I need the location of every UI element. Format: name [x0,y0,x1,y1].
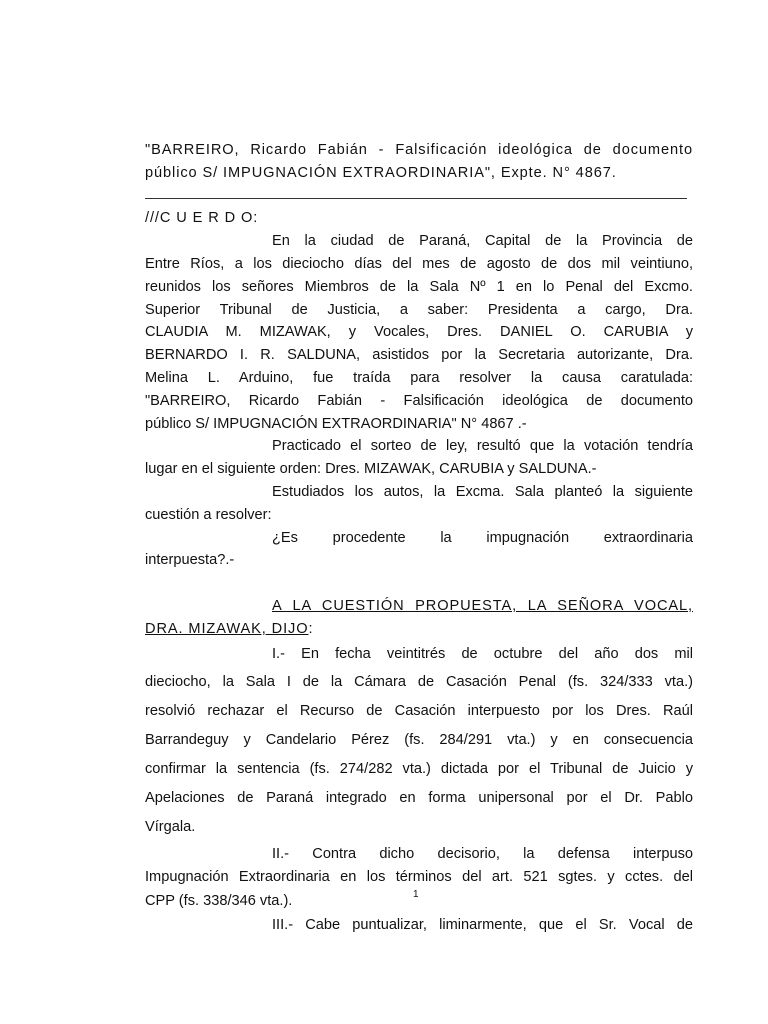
intro-line-9: público S/ IMPUGNACIÓN EXTRAORDINARIA" N° 4867 .- [145,415,527,432]
question-line-2: interpuesta?.- [145,552,235,569]
para1-line-5: confirmar la sentencia (fs. 274/282 vta.) dictada por el Tribunal de Juicio y [145,760,693,777]
section-heading-colon: : [308,620,314,637]
acuerdo-label: ///C U E R D O: [145,210,259,227]
estudiados-line-1: Estudiados los autos, la Excma. Sala planteó la siguiente [272,483,693,500]
document-page [145,139,693,937]
blank-line [145,572,693,595]
sorteo-line-1: Practicado el sorteo de ley, resultó que la votación tendría [272,438,693,455]
section-heading-line-1 [145,595,693,618]
intro-line-2: Entre Ríos, a los dieciocho días del mes de agosto de dos mil veintiuno, [145,255,693,272]
para2-line-3: CPP (fs. 338/346 vta.). [145,892,293,909]
question-line-1: ¿Es procedente la impugnación extraordinaria [272,529,693,546]
section-heading-text-2: DRA. MIZAWAK, DIJO [145,620,309,637]
para1-line-7: Vírgala. [145,818,196,835]
opinion-body [145,641,693,937]
intro-line-5: CLAUDIA M. MIZAWAK, y Vocales, Dres. DANIEL O. CARUBIA y [145,324,693,341]
para1-line-4: Barrandeguy y Candelario Pérez (fs. 284/291 vta.) y en consecuencia [145,731,693,748]
intro-line-7: Melina L. Arduino, fue traída para resolver la causa caratulada: [145,369,693,386]
estudiados-line-2: cuestión a resolver: [145,506,272,523]
intro-line-1: En la ciudad de Paraná, Capital de la Provincia de [272,233,693,250]
section-heading-text-1: A LA CUESTIÓN PROPUESTA, LA SEÑORA VOCAL, [272,597,693,614]
page-number: 1 [413,889,419,900]
para3-line-1: III.- Cabe puntualizar, liminarmente, que el Sr. Vocal de [272,916,693,933]
section-heading-line-2 [145,618,693,641]
intro-line-8: "BARREIRO, Ricardo Fabián - Falsificación ideológica de documento [145,392,693,409]
para1-line-3: resolvió rechazar el Recurso de Casación interpuesto por los Dres. Raúl [145,702,693,719]
case-title-line-1: "BARREIRO, Ricardo Fabián - Falsificación ideológica de documento [145,142,693,158]
intro-line-6: BERNARDO I. R. SALDUNA, asistidos por la Secretaria autorizante, Dra. [145,347,693,364]
para2-line-2: Impugnación Extraordinaria en los términos del art. 521 sgtes. y cctes. del [145,868,693,885]
para1-line-2: dieciocho, la Sala I de la Cámara de Casación Penal (fs. 324/333 vta.) [145,673,693,690]
para1-line-6: Apelaciones de Paraná integrado en forma unipersonal por el Dr. Pablo [145,789,693,806]
intro-line-4: Superior Tribunal de Justicia, a saber: Presidenta a cargo, Dra. [145,301,693,318]
intro-line-3: reunidos los señores Miembros de la Sala Nº 1 en lo Penal del Excmo. [145,278,693,295]
case-title-line-2: público S/ IMPUGNACIÓN EXTRAORDINARIA", Expte. N° 4867. [145,164,617,181]
separator-line [145,185,693,208]
sorteo-line-2: lugar en el siguiente orden: Dres. MIZAWAK, CARUBIA y SALDUNA.- [145,461,597,478]
para1-line-1: I.- En fecha veintitrés de octubre del año dos mil [272,645,693,662]
para2-line-1: II.- Contra dicho decisorio, la defensa interpuso [272,845,693,862]
